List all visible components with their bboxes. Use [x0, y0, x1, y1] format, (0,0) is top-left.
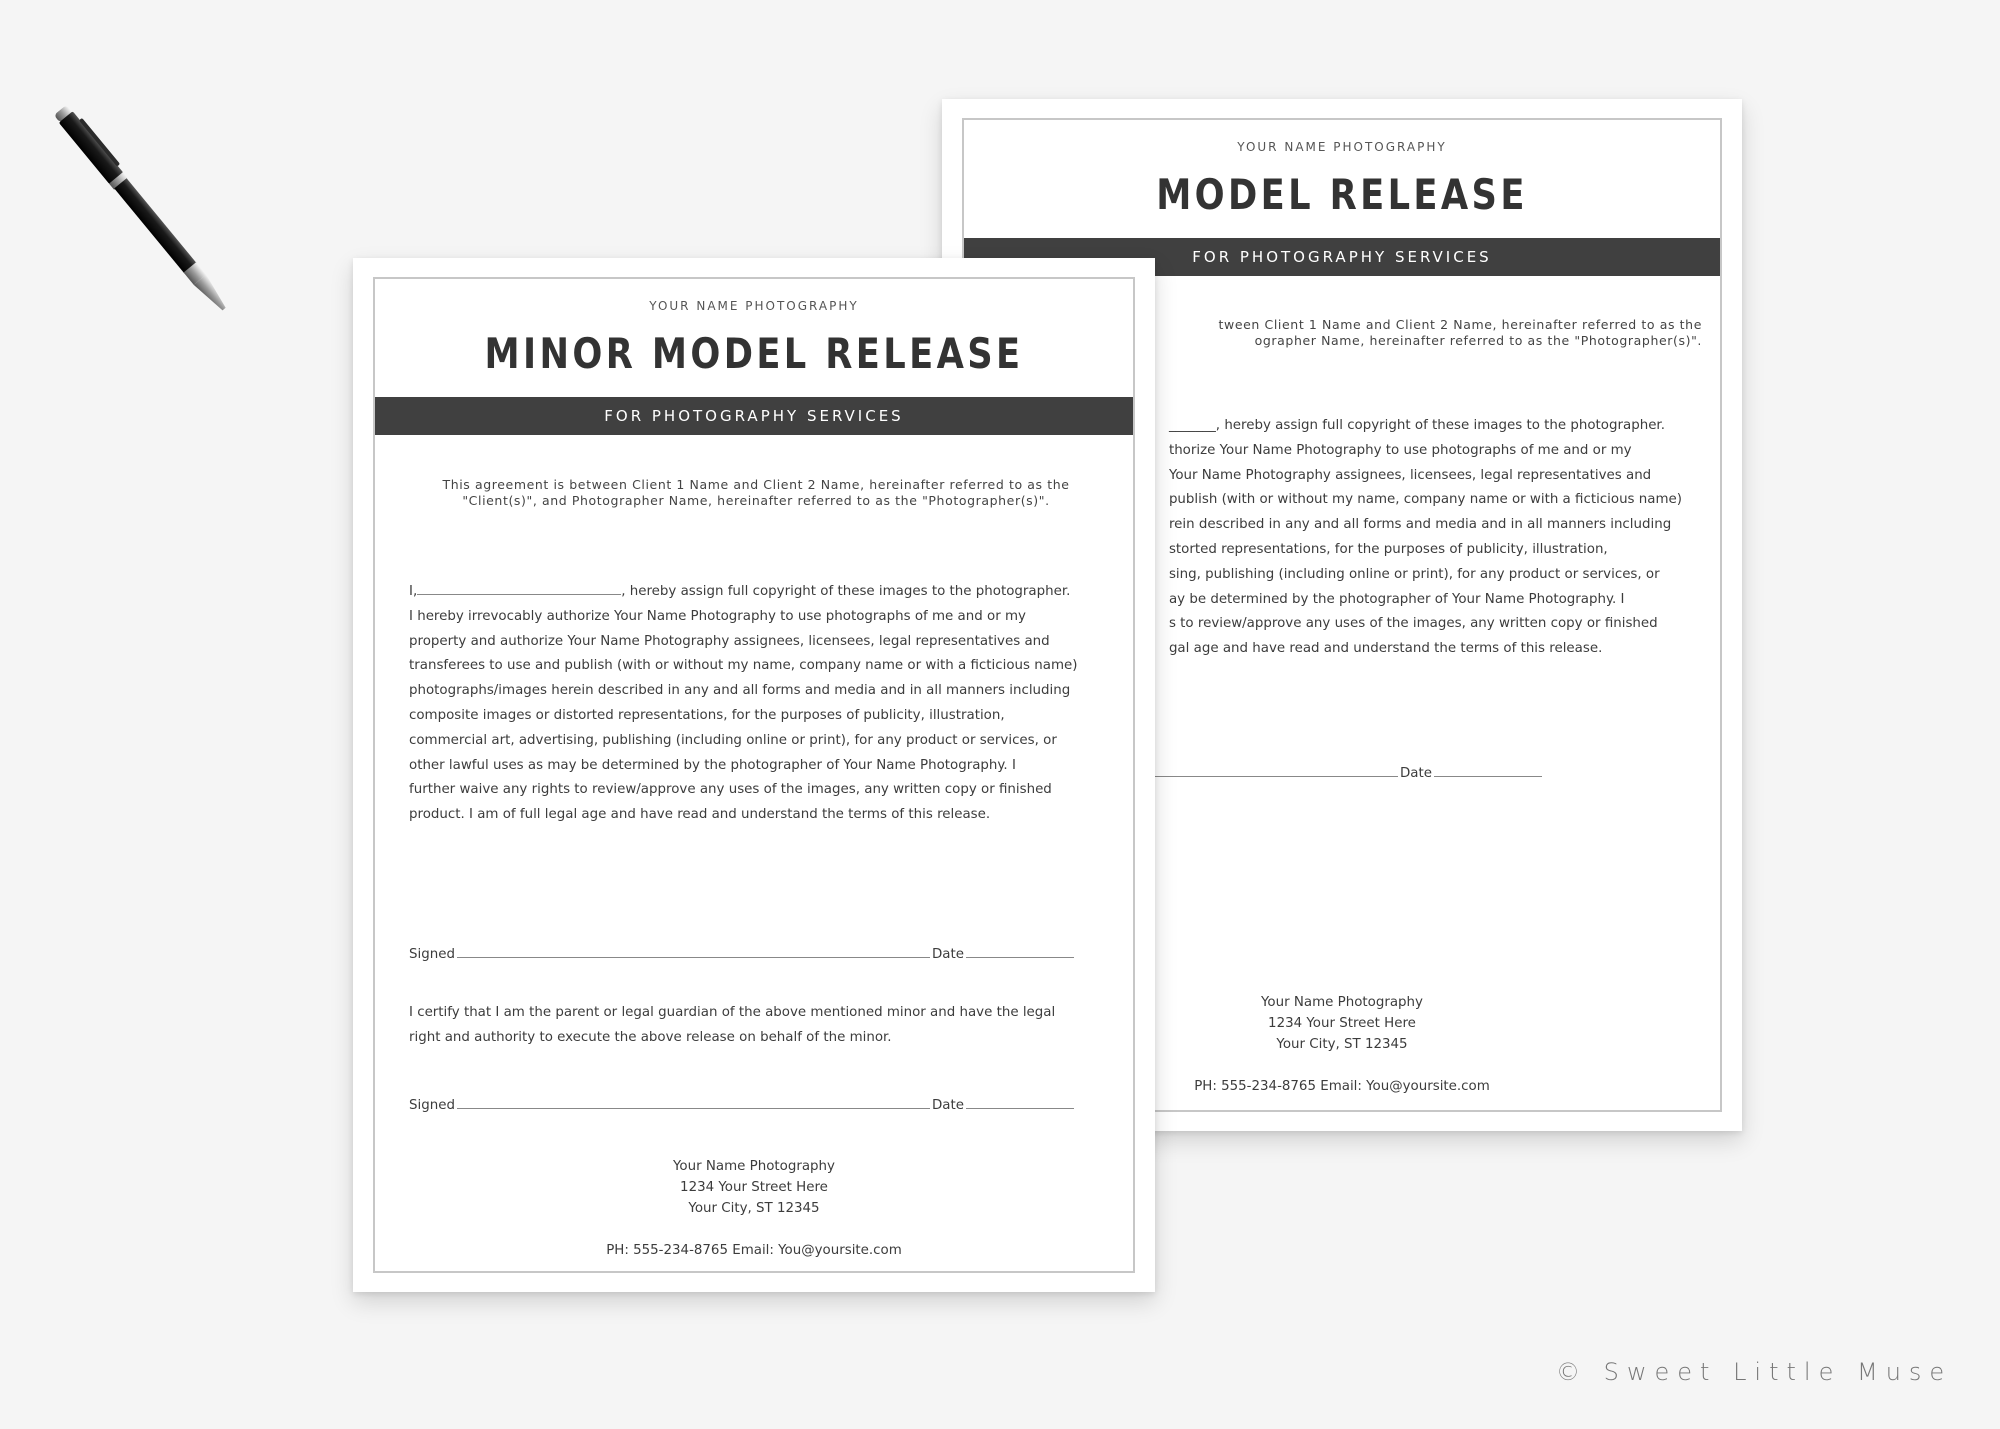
body-line: property and authorize Your Name Photography assignees, licensees, legal representatives and — [409, 633, 1050, 649]
certify-line: I certify that I am the parent or legal guardian of the above mentioned minor and have the legal — [409, 1005, 1056, 1020]
line-suffix: , hereby assign full copyright of these images to the photographer. — [621, 584, 1071, 599]
copyright-watermark: © Sweet Little Muse — [1556, 1358, 1953, 1386]
agreement-intro — [409, 477, 1103, 509]
intro-line: ographer Name, hereinafter referred to as the "Photographer(s)". — [1254, 333, 1702, 348]
signature-line[interactable] — [457, 957, 930, 958]
footer-city: Your City, ST 12345 — [688, 1201, 820, 1216]
signature-line[interactable] — [457, 1108, 930, 1109]
footer-street: 1234 Your Street Here — [1268, 1016, 1416, 1031]
intro-line: "Client(s)", and Photographer Name, hereinafter referred to as the "Photographer(s)". — [462, 493, 1050, 508]
guardian-signature-row — [409, 1093, 1074, 1113]
date-line[interactable] — [966, 1108, 1074, 1109]
release-body — [1169, 414, 1682, 662]
body-line: product. I am of full legal age and have read and understand the terms of this release. — [409, 807, 991, 823]
services-band: FOR PHOTOGRAPHY SERVICES — [964, 238, 1720, 276]
studio-footer — [375, 1156, 1133, 1261]
footer-city: Your City, ST 12345 — [1276, 1037, 1408, 1052]
body-line: rein described in any and all forms and media and in all manners including — [1168, 517, 1672, 533]
guardian-certification — [409, 1000, 1129, 1050]
pen-image — [45, 97, 244, 327]
studio-name: YOUR NAME PHOTOGRAPHY — [649, 299, 859, 313]
body-line: composite images or distorted representations, for the purposes of publicity, illustration, — [409, 707, 1005, 723]
date-label: Date — [931, 1098, 964, 1113]
date-line[interactable] — [966, 957, 1074, 958]
name-blank[interactable] — [417, 580, 621, 595]
signed-label: Signed — [409, 1098, 455, 1113]
body-line: photographs/images herein described in any and all forms and media and in all manners including — [409, 683, 1071, 699]
date-line[interactable] — [1434, 776, 1542, 777]
body-line: thorize Your Name Photography to use photographs of me and or my — [1168, 442, 1632, 458]
body-line: further waive any rights to review/approve any uses of the images, any written copy or finished — [409, 782, 1052, 798]
release-body — [409, 580, 1139, 828]
sheet-border — [373, 277, 1135, 1273]
body-line: gal age and have read and understand the terms of this release. — [1168, 641, 1603, 657]
intro-line: tween Client 1 Name and Client 2 Name, hereinafter referred to as the — [1218, 317, 1702, 332]
body-line: sing, publishing (including online or print), for any product or services, or — [1168, 566, 1660, 582]
document-title: MODEL RELEASE — [1156, 170, 1528, 219]
body-line: I hereby irrevocably authorize Your Name Photography to use photographs of me and or my — [409, 608, 1026, 624]
body-line: _______, hereby assign full copyright of these images to the photographer. — [1168, 418, 1665, 433]
body-line: publish (with or without my name, company name or with a ficticious name) — [1168, 492, 1682, 508]
body-line: other lawful uses as may be determined by the photographer of Your Name Photography. I — [409, 757, 1016, 773]
date-label: Date — [1399, 766, 1432, 781]
model-signature-row — [409, 942, 1074, 962]
footer-studio-name: Your Name Photography — [673, 1159, 835, 1174]
footer-contact: PH: 555-234-8765 Email: You@yoursite.com — [1194, 1079, 1490, 1094]
footer-studio-name: Your Name Photography — [1261, 995, 1423, 1010]
footer-contact: PH: 555-234-8765 Email: You@yoursite.com — [606, 1243, 902, 1258]
document-title: MINOR MODEL RELEASE — [484, 329, 1024, 378]
date-label: Date — [931, 947, 964, 962]
footer-street: 1234 Your Street Here — [680, 1180, 828, 1195]
body-line: ay be determined by the photographer of Your Name Photography. I — [1168, 591, 1625, 607]
studio-name: YOUR NAME PHOTOGRAPHY — [1237, 140, 1447, 154]
services-band: FOR PHOTOGRAPHY SERVICES — [375, 397, 1133, 435]
intro-line: This agreement is between Client 1 Name and Client 2 Name, hereinafter referred to as the — [442, 477, 1070, 492]
line-prefix: I, — [409, 584, 418, 599]
signed-label: Signed — [409, 947, 455, 962]
signature-row — [1102, 761, 1542, 781]
body-line: Your Name Photography assignees, licensees, legal representatives and — [1168, 467, 1652, 483]
copyright-line — [409, 580, 1139, 605]
minor-model-release-sheet — [353, 258, 1155, 1292]
certify-line: right and authority to execute the above release on behalf of the minor. — [409, 1030, 892, 1045]
body-line: transferees to use and publish (with or without my name, company name or with a ficticious name) — [409, 658, 1078, 674]
body-line: s to review/approve any uses of the images, any written copy or finished — [1168, 616, 1658, 632]
body-line: storted representations, for the purposes of publicity, illustration, — [1168, 541, 1608, 557]
body-line: commercial art, advertising, publishing (including online or print), for any product or services, or — [409, 732, 1057, 748]
